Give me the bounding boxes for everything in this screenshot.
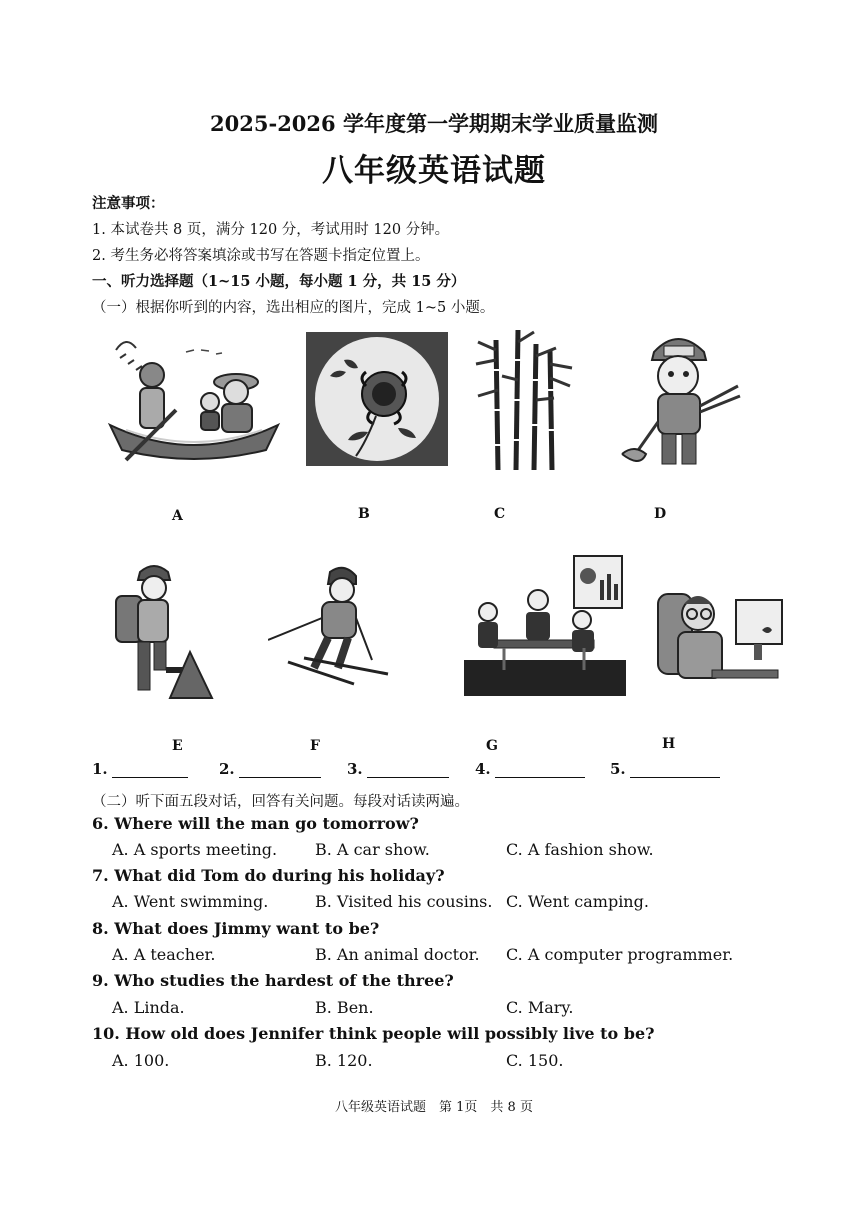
q6-option-c[interactable]: C. A fashion show. (506, 840, 654, 859)
picture-h-label: H (662, 736, 676, 752)
question-9: 9. Who studies the hardest of the three? (92, 971, 454, 990)
q9-option-b[interactable]: B. Ben. (315, 998, 374, 1017)
q10-option-b[interactable]: B. 120. (315, 1051, 373, 1070)
picture-d (608, 326, 748, 472)
exam-subtitle: 八年级英语试题 (322, 153, 546, 189)
part2-instruction: （二）听下面五段对话，回答有关问题。每段对话读两遍。 (92, 794, 469, 810)
notice-item-1: 1. 本试卷共 8 页，满分 120 分，考试用时 120 分钟。 (92, 222, 450, 238)
q8-option-a[interactable]: A. A teacher. (112, 945, 216, 964)
q10-option-a[interactable]: A. 100. (112, 1051, 170, 1070)
picture-a-label: A (172, 508, 183, 524)
question-7: 7. What did Tom do during his holiday? (92, 866, 445, 885)
picture-e (108, 556, 216, 700)
q9-option-a[interactable]: A. Linda. (112, 998, 185, 1017)
exam-title: 2025-2026 学年度第一学期期末学业质量监测 (210, 111, 658, 136)
picture-a (106, 330, 282, 465)
blank-3[interactable]: 3. (347, 760, 449, 778)
picture-c (470, 330, 580, 470)
blank-1[interactable]: 1. (92, 760, 188, 778)
blank-2[interactable]: 2. (219, 760, 321, 778)
programmer-icon (650, 584, 786, 688)
q8-option-c[interactable]: C. A computer programmer. (506, 945, 734, 964)
picture-b (306, 332, 448, 466)
q7-option-b[interactable]: B. Visited his cousins. (315, 892, 493, 911)
notice-heading: 注意事项： (92, 195, 165, 212)
question-10: 10. How old does Jennifer think people will possibly live to be? (92, 1024, 655, 1043)
picture-e-label: E (172, 738, 183, 754)
bamboo-icon (470, 330, 580, 470)
q9-option-c[interactable]: C. Mary. (506, 998, 574, 1017)
q7-option-a[interactable]: A. Went swimming. (112, 892, 269, 911)
q6-option-b[interactable]: B. A car show. (315, 840, 430, 859)
picture-c-label: C (494, 506, 506, 522)
q8-option-b[interactable]: B. An animal doctor. (315, 945, 480, 964)
boating-family-icon (106, 330, 282, 465)
question-6: 6. Where will the man go tomorrow? (92, 814, 419, 833)
picture-g (464, 550, 626, 696)
blank-5[interactable]: 5. (610, 760, 720, 778)
hiker-icon (108, 556, 216, 700)
picture-g-label: G (486, 738, 498, 754)
firefighter-icon (608, 326, 748, 472)
picture-f-label: F (310, 738, 320, 754)
page-footer: 八年级英语试题 第 1页 共 8 页 (335, 1100, 533, 1115)
part1-instruction: （一）根据你听到的内容，选出相应的图片，完成 1~5 小题。 (92, 300, 495, 316)
picture-f (268, 564, 392, 686)
section1-heading: 一、听力选择题（1~15 小题，每小题 1 分，共 15 分） (92, 273, 466, 290)
blank-4[interactable]: 4. (475, 760, 585, 778)
meeting-icon (464, 550, 626, 696)
skier-icon (268, 564, 392, 686)
q6-option-a[interactable]: A. A sports meeting. (112, 840, 278, 859)
answer-blanks (92, 760, 772, 782)
picture-d-label: D (654, 506, 667, 522)
notice-item-2: 2. 考生务必将答案填涂或书写在答题卡指定位置上。 (92, 248, 430, 264)
picture-h (650, 584, 786, 688)
q10-option-c[interactable]: C. 150. (506, 1051, 564, 1070)
q7-option-c[interactable]: C. Went camping. (506, 892, 649, 911)
question-8: 8. What does Jimmy want to be? (92, 919, 380, 938)
peony-painting-icon (306, 332, 448, 466)
picture-b-label: B (358, 506, 370, 522)
